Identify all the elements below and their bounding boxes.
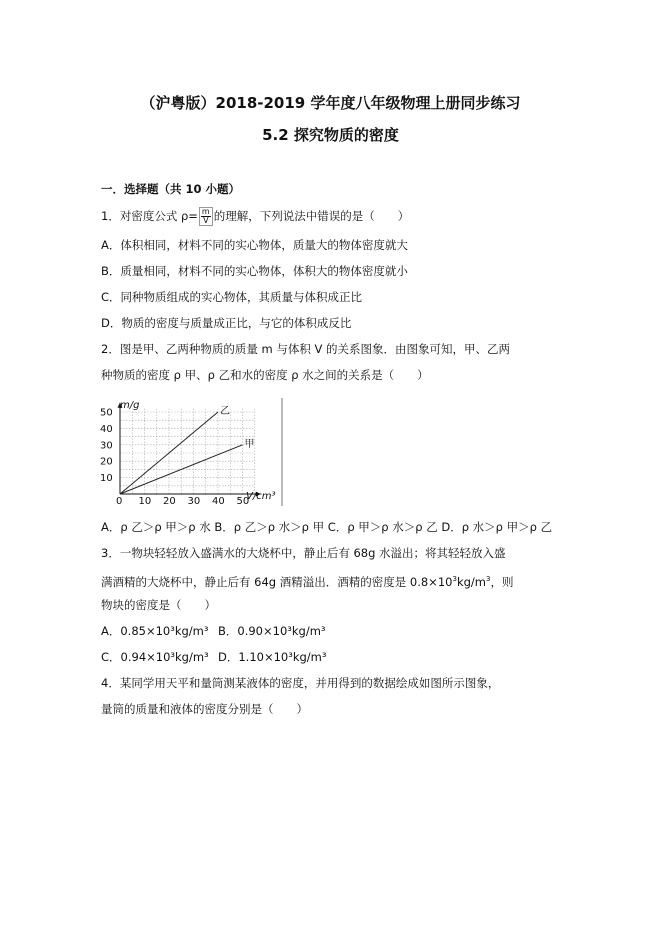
section-heading: 一．选择题（共 10 小题）	[101, 182, 241, 196]
question-1-option-c: C．同种物质组成的实心物体，其质量与体积成正比	[101, 290, 363, 304]
mass-volume-graph	[98, 396, 284, 508]
density-formula-fraction	[199, 207, 213, 226]
question-3-option-a: A．0.85×10³kg/m³	[101, 624, 209, 638]
x-tick-label: 50	[236, 496, 250, 507]
document-subtitle: 5.2 探究物质的密度	[262, 126, 399, 144]
question-3-line-3: 物块的密度是（ ）	[101, 598, 216, 612]
fraction-denominator: V	[203, 216, 209, 225]
y-tick-label: 30	[100, 440, 113, 452]
x-tick-label: 0	[116, 496, 123, 507]
y-tick-label: 50	[100, 407, 113, 419]
x-axis-label: V/cm³	[246, 491, 276, 502]
question-3-line-2	[101, 571, 513, 590]
question-3-option-c: C．0.94×10³kg/m³	[101, 650, 209, 664]
question-4-line-1: 4．某同学用天平和量筒测某液体的密度，并用得到的数据绘成如图所示图象，	[101, 676, 500, 690]
question-2-options: A．ρ 乙＞ρ 甲＞ρ 水 B．ρ 乙＞ρ 水＞ρ 甲 C．ρ 甲＞ρ 水＞ρ 乙 D．ρ 水＞ρ 甲＞ρ 乙	[101, 520, 553, 534]
question-1-stem	[101, 207, 409, 226]
exponent: 3	[485, 575, 491, 583]
document-title: （沪粤版）2018-2019 学年度八年级物理上册同步练习	[140, 94, 521, 112]
question-3-option-b: B．0.90×10³kg/m³	[218, 624, 326, 638]
series-label: 乙	[220, 406, 230, 417]
question-2-line-1: 2．图是甲、乙两种物质的质量 m 与体积 V 的关系图象．由图象可知，甲、乙两	[101, 342, 511, 356]
question-3-option-d: D．1.10×10³kg/m³	[218, 650, 327, 664]
question-3-line-1: 3．一物块轻轻放入盛满水的大烧杯中，静止后有 68g 水溢出；将其轻轻放入盛	[101, 546, 506, 560]
question-1-prefix: 1．对密度公式 ρ=	[101, 209, 198, 223]
x-tick-label: 20	[163, 496, 176, 507]
question-1-suffix: 的理解，下列说法中错误的是（ ）	[213, 209, 410, 223]
graph-axes	[118, 398, 283, 506]
question-1-option-d: D．物质的密度与质量成正比，与它的体积成反比	[101, 316, 352, 330]
exponent: 3	[452, 575, 457, 583]
x-tick-label: 10	[138, 496, 152, 507]
question-3-line-2-suffix: ，则	[490, 574, 514, 589]
unit-text: kg/m	[456, 574, 486, 589]
x-tick-label: 30	[187, 496, 201, 507]
y-axis-label: m/g	[120, 400, 140, 411]
question-3-line-2-prefix: 满酒精的大烧杯中，静止后有 64g 酒精溢出．酒精的密度是 0.8×10	[101, 574, 453, 589]
graph-grid	[120, 409, 255, 494]
graph-series	[120, 405, 255, 494]
x-tick-label: 40	[212, 496, 225, 507]
y-tick-label: 40	[100, 423, 113, 435]
series-label: 甲	[244, 438, 255, 450]
question-4-line-2: 量筒的质量和液体的密度分别是（ ）	[101, 702, 308, 716]
y-tick-label: 10	[100, 473, 113, 485]
question-1-option-b: B．质量相同，材料不同的实心物体，体积大的物体密度就小	[101, 264, 408, 278]
question-2-line-2: 种物质的密度 ρ 甲、ρ 乙和水的密度 ρ 水之间的关系是（ ）	[101, 368, 429, 382]
question-1-option-a: A．体积相同，材料不同的实心物体，质量大的物体密度就大	[101, 238, 408, 252]
fraction-numerator: m	[201, 207, 210, 216]
y-tick-label: 20	[100, 456, 113, 468]
